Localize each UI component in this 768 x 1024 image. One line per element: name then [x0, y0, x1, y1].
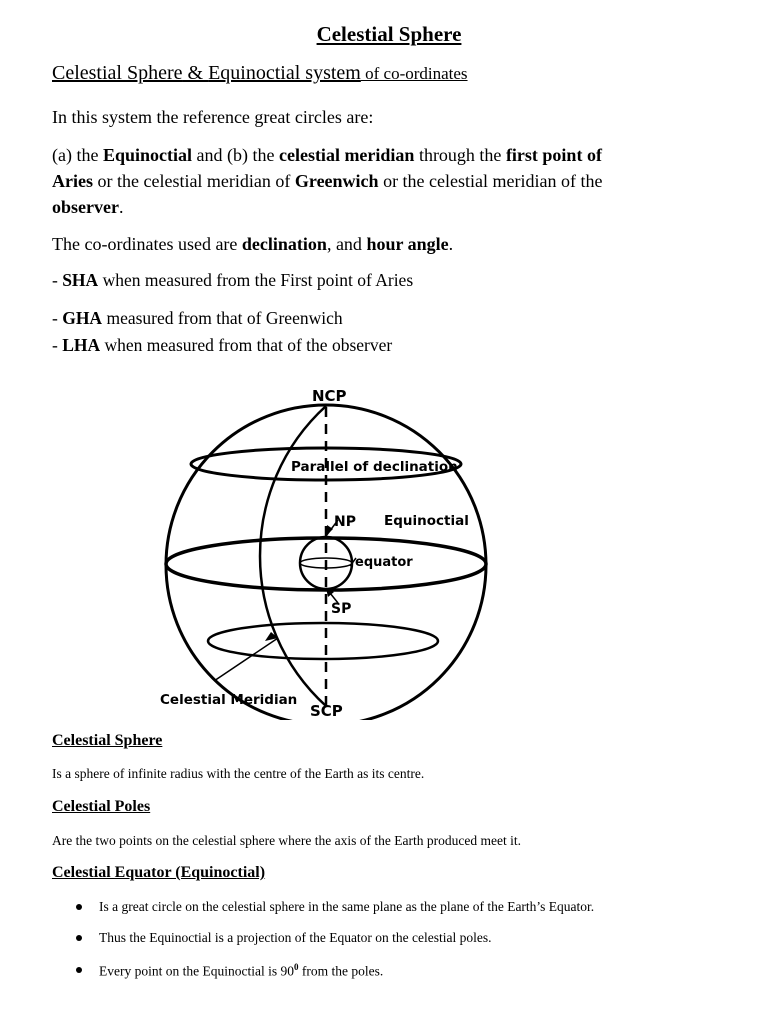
- celestial-poles-heading: Celestial Poles: [52, 798, 151, 815]
- coords-b2: hour angle: [366, 234, 449, 254]
- p1-b2: celestial meridian: [278, 145, 415, 165]
- meridian-label: Celestial Meridian: [160, 692, 298, 708]
- bullet-dot-3: [76, 967, 82, 973]
- p1-b4: Aries: [52, 171, 93, 191]
- coords-t3: .: [448, 234, 454, 254]
- lha-dash: -: [52, 335, 63, 355]
- degree-superscript: 0: [293, 962, 299, 972]
- p1-b1: Equinoctial: [102, 145, 192, 165]
- gha-dash: -: [52, 308, 63, 328]
- bullet-3-text-b: from the poles.: [298, 963, 384, 979]
- celestial-meridian-arc: [260, 406, 326, 706]
- coordinates-text: [52, 231, 453, 257]
- parallel-label: Parallel of declination: [291, 459, 458, 475]
- lha-text: when measured from that of the observer: [100, 335, 393, 355]
- lower-parallel-ellipse: [208, 623, 438, 659]
- coords-t2: , and: [326, 234, 367, 254]
- celestial-sphere-definition: Is a sphere of infinite radius with the centre of the Earth as its centre.: [52, 766, 425, 781]
- celestial-poles-definition: Are the two points on the celestial sphere where the axis of the Earth produced meet it.: [52, 833, 521, 848]
- p1-b3: first point of: [505, 145, 602, 165]
- diagram-svg: [150, 376, 510, 720]
- page-subtitle: [52, 62, 468, 85]
- equator-label: equator: [355, 555, 413, 570]
- sha-label: SHA: [62, 270, 99, 290]
- p1-t3: through the: [414, 145, 506, 165]
- reference-circles-paragraph: [52, 142, 712, 220]
- page-title: Celestial Sphere: [316, 22, 462, 46]
- equinoctial-label: Equinoctial: [384, 513, 469, 529]
- sha-text: when measured from the First point of Aries: [98, 270, 414, 290]
- sha-line: [52, 270, 413, 291]
- ncp-label: NCP: [312, 387, 347, 405]
- gha-text: measured from that of Greenwich: [102, 308, 343, 328]
- bullet-dot-1: [76, 904, 82, 910]
- bullet-item-1: Is a great circle on the celestial sphere in the same plane as the plane of the Earth’s Equator.: [99, 899, 595, 914]
- celestial-sphere-heading: Celestial Sphere: [52, 732, 163, 749]
- gha-label: GHA: [62, 308, 103, 328]
- coords-t1: The co-ordinates used are: [52, 234, 242, 254]
- meridian-pointer: [214, 638, 278, 681]
- scp-label: SCP: [310, 702, 343, 720]
- sha-dash: -: [52, 270, 63, 290]
- subtitle-part-b: Equinoctial system: [208, 62, 361, 84]
- bullet-item-3: [99, 962, 383, 980]
- p1-t6: .: [118, 197, 124, 217]
- np-arrowhead: [326, 525, 333, 536]
- lha-line: [52, 335, 392, 356]
- celestial-equator-heading: Celestial Equator (Equinoctial): [52, 864, 266, 881]
- p1-b6: observer: [52, 197, 119, 217]
- celestial-sphere-diagram: [150, 376, 510, 720]
- lha-label: LHA: [62, 335, 101, 355]
- coords-b1: declination: [241, 234, 327, 254]
- p1-t2: and (b) the: [192, 145, 279, 165]
- sp-label: SP: [331, 601, 352, 617]
- subtitle-amp: &: [182, 62, 209, 84]
- p1-b5: Greenwich: [294, 171, 379, 191]
- p1-t5: or the celestial meridian of the: [378, 171, 603, 191]
- bullet-dot-2: [76, 935, 82, 941]
- bullet-item-2: Thus the Equinoctial is a projection of the Equator on the celestial poles.: [99, 930, 492, 945]
- p1-t1: (a) the: [52, 145, 103, 165]
- subtitle-part-a: Celestial Sphere: [52, 62, 183, 84]
- subtitle-small: of co-ordinates: [360, 64, 468, 83]
- p1-t4: or the celestial meridian of: [92, 171, 295, 191]
- gha-line: [52, 308, 343, 329]
- intro-text: In this system the reference great circles are:: [52, 107, 374, 127]
- bullet-3-text-a: Every point on the Equinoctial is 90: [99, 963, 294, 979]
- np-label: NP: [334, 514, 356, 530]
